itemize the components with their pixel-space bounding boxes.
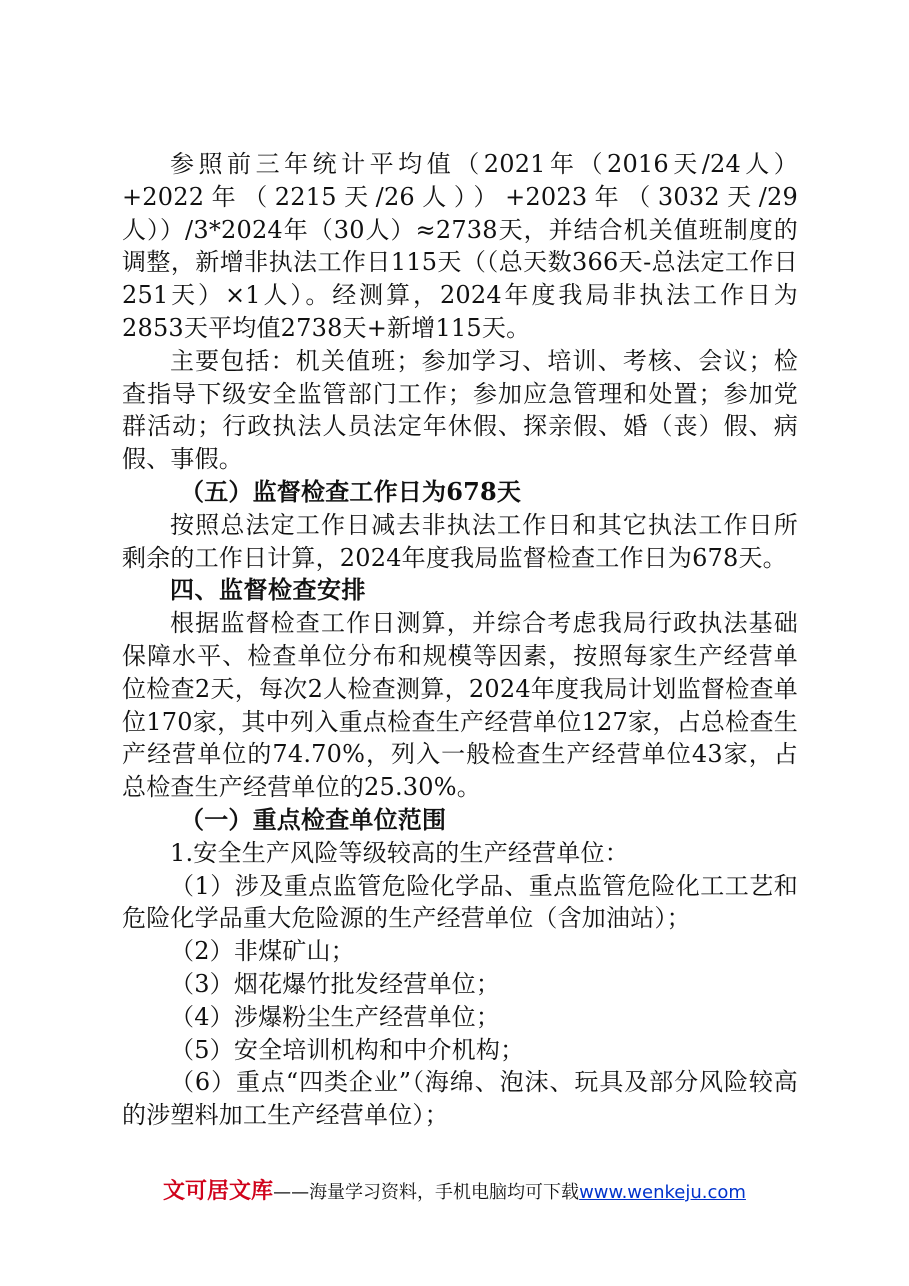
footer-separator: —— — [273, 1182, 310, 1203]
document-body — [122, 148, 798, 1132]
list-item-four-enterprises: （6）重点“四类企业”（海绵、泡沫、玩具及部分风险较高的涉塑料加工生产经营单位）； — [122, 1068, 798, 1130]
list-item-fireworks: （3）烟花爆竹批发经营单位； — [170, 969, 501, 998]
heading-supervision-days: （五）监督检查工作日为678天 — [180, 476, 522, 506]
footer-brand-name: 文可居文库 — [163, 1179, 274, 1204]
paragraph-main-includes: 主要包括：机关值班；参加学习、培训、考核、会议；检查指导下级安全监管部门工作；参加应急管理和处置；参加党群活动；行政执法人员法定年休假、探亲假、婚（丧）假、病假、事假。 — [122, 346, 798, 474]
list-item-hazardous-chemicals: （1）涉及重点监管危险化学品、重点监管危险化工工艺和危险化学品重大危险源的生产经营单位（含加油站）； — [122, 871, 798, 933]
list-item-training-agencies: （5）安全培训机构和中介机构； — [170, 1035, 525, 1064]
footer-website-link[interactable]: www.wenkeju.com — [579, 1182, 746, 1203]
list-item-explosive-dust: （4）涉爆粉尘生产经营单位； — [170, 1002, 501, 1031]
item-high-risk-units: 1.安全生产风险等级较高的生产经营单位： — [170, 838, 629, 867]
list-item-non-coal-mines: （2）非煤矿山； — [170, 937, 355, 966]
paragraph-supervision-days: 按照总法定工作日减去非执法工作日和其它执法工作日所剩余的工作日计算，2024年度我局监督检查工作日为678天。 — [122, 510, 798, 572]
paragraph-inspection-plan: 根据监督检查工作日测算，并综合考虑我局行政执法基础保障水平、检查单位分布和规模等因素，按照每家生产经营单位检查2天，每次2人检查测算，2024年度我局计划监督检查单位170家，其中列入重点检查生产经营单位127家，占总检查生产经营单位的74.70%，列入一般检查生产经营单位43家，占总检查生产经营单位的25.30%。 — [122, 609, 798, 802]
footer-banner — [0, 1177, 909, 1208]
paragraph-average-calculation: 参照前三年统计平均值（2021年（2016天/24人）+2022年（2215天/26人））+2023年（3032天/29人））/3*2024年（30人）≈2738天，并结合机关值班制度的调整，新增非执法工作日115天（（总天数366天-总法定工作日251天）×1人）。经测算，2024年度我局非执法工作日为2853天平均值2738天+新增115天。 — [122, 150, 798, 342]
section-title-inspection-arrangement: 四、监督检查安排 — [170, 576, 366, 605]
footer-text: 海量学习资料，手机电脑均可下载 — [309, 1182, 580, 1203]
subheading-key-inspection-scope: （一）重点检查单位范围 — [180, 804, 447, 834]
